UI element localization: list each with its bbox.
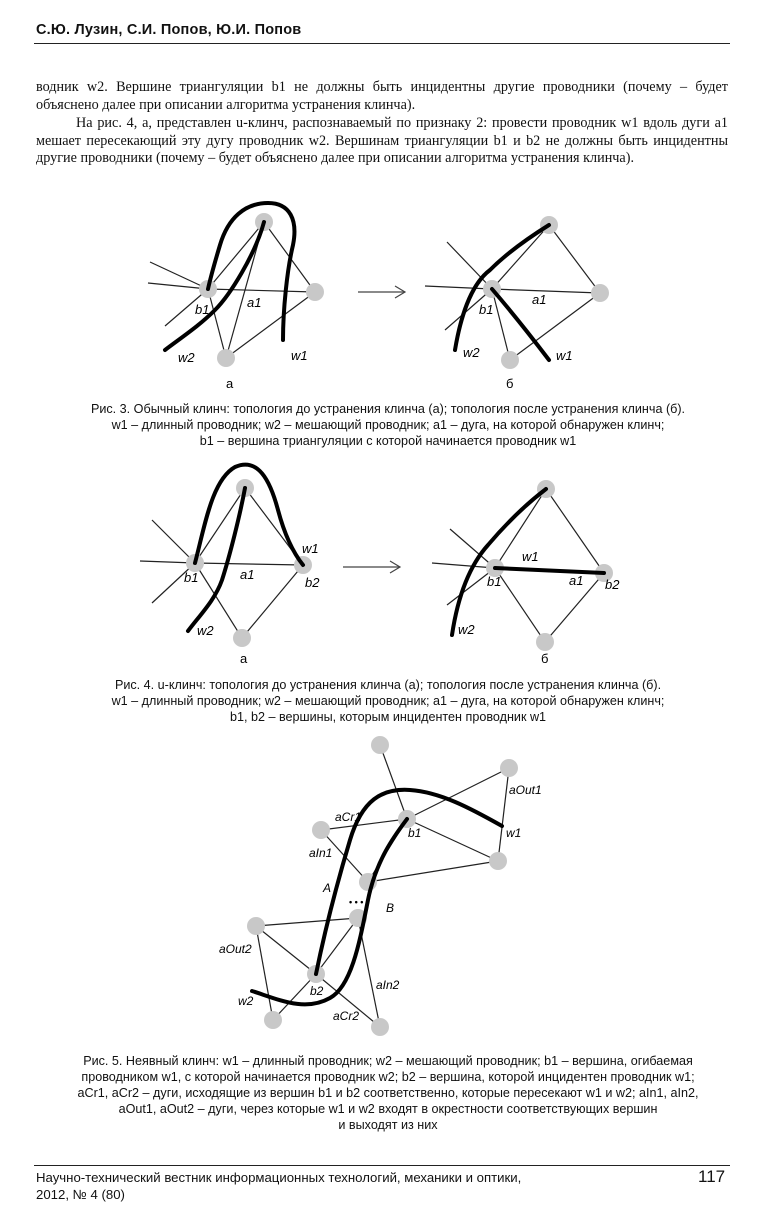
fig4b-label-w2: w2 (458, 622, 475, 637)
fig4a-panel-label: а (240, 651, 248, 666)
fig5-label-aOut1: aOut1 (509, 783, 542, 797)
fig5-label-B: B (386, 901, 395, 915)
figure-4-caption-line-2: w1 – длинный проводник; w2 – мешающий проводник; a1 – дуга, на которой обнаружен клинч; (111, 694, 665, 708)
fig5-label-dots: • • • (349, 897, 364, 907)
figure-4-caption-line-3: b1, b2 – вершины, которым инцидентен проводник w1 (229, 710, 547, 724)
figure-3-caption-line-2: w1 – длинный проводник; w2 – мешающий проводник; a1 – дуга, на которой обнаружен клинч; (111, 418, 665, 432)
fig5-label-w2: w2 (238, 994, 254, 1008)
fig4b-label-b1: b1 (487, 574, 502, 589)
page-number: 117 (698, 1167, 726, 1186)
fig4a-label-w1: w1 (302, 541, 319, 556)
fig3a-label-a1: a1 (247, 295, 262, 310)
figure-5-caption-line-2: проводником w1, с которой начинается проводник w2; b2 – вершина, которой инцидентен проводник w1; (81, 1070, 695, 1084)
footer-journal-line-2: 2012, № 4 (80) (36, 1186, 125, 1202)
fig3-panel-b (425, 225, 600, 360)
fig3-arrow (358, 286, 405, 298)
figure-5-caption-line-3: aCr1, aCr2 – дуги, исходящие из вершин b1 и b2 соответственно, которые пересекают w1 и w2; aIn1, aIn2, (77, 1086, 699, 1100)
fig4b-nodes (486, 480, 613, 651)
figure-5-caption-line-1: Рис. 5. Неявный клинч: w1 – длинный проводник; w2 – мешающий проводник; b1 – вершина, огибаемая (83, 1054, 693, 1068)
footer-rule (34, 1165, 730, 1166)
figure-5-caption-line-4: aOut1, aOut2 – дуги, через которые w1 и w2 входят в окрестности соответствующих вершин (118, 1102, 658, 1116)
fig5-label-b2: b2 (310, 984, 324, 998)
figure-5-caption-line-5: и выходят из них (338, 1118, 438, 1132)
running-header-authors: С.Ю. Лузин, С.И. Попов, Ю.И. Попов (36, 22, 302, 38)
fig4a-label-b2: b2 (305, 575, 320, 590)
fig4b-label-a1: a1 (569, 573, 584, 588)
fig4b-label-b2: b2 (605, 577, 620, 592)
fig4b-panel-label: б (541, 651, 549, 666)
fig3a-label-b1: b1 (195, 302, 210, 317)
fig4a-label-w2: w2 (197, 623, 214, 638)
fig5-label-aCr1: aCr1 (335, 810, 362, 824)
fig5-label-aOut2: aOut2 (219, 942, 252, 956)
footer-journal-line-1: Научно-технический вестник информационных технологий, механики и оптики, (36, 1170, 522, 1185)
fig3b-panel-label: б (506, 376, 514, 391)
fig4a-label-a1: a1 (240, 567, 255, 582)
fig3b-label-a1: a1 (532, 292, 547, 307)
figure-5-diagram (0, 730, 776, 1030)
fig5-label-A: A (323, 881, 332, 895)
fig5-label-aCr2: aCr2 (333, 1009, 360, 1023)
fig4b-label-w1: w1 (522, 549, 539, 564)
fig3a-panel-label: а (226, 376, 234, 391)
fig5-label-b1: b1 (408, 826, 422, 840)
paragraph-1: водник w2. Вершине триангуляции b1 не должны быть инцидентны другие проводники (почему – будет объяснено далее при описании алгоритма устранения клинча). (36, 79, 728, 113)
fig3b-label-w2: w2 (463, 345, 480, 360)
fig3a-label-w2: w2 (178, 350, 195, 365)
figure-3-caption-line-3: b1 – вершина триангуляции с которой начинается проводник w1 (199, 434, 577, 448)
paragraph-2: На рис. 4, а, представлен u-клинч, распознаваемый по признаку 2: провести проводник w1 вдоль дуги a1 мешает пересекающий эту дугу проводник w2. Вершинам триангуляции b1 и b2 не должны быть инцидентны другие проводники (почему – будет объяснено далее при описании алгоритма устранения клинча). (36, 115, 728, 167)
figure-4-diagram (0, 455, 776, 670)
fig3b-label-b1: b1 (479, 302, 494, 317)
fig3a-label-w1: w1 (291, 348, 308, 363)
fig4a-label-b1: b1 (184, 570, 199, 585)
fig5-label-aIn1: aIn1 (309, 846, 333, 860)
fig5-label-aIn2: aIn2 (376, 978, 400, 992)
fig4a-wire-w1 (195, 465, 303, 565)
fig3b-label-w1: w1 (556, 348, 573, 363)
fig4-arrow (343, 561, 400, 573)
figure-3-diagram (0, 200, 776, 400)
fig5-label-w1: w1 (506, 826, 522, 840)
footer-journal (36, 1170, 521, 1203)
figure-4-caption-line-1: Рис. 4. u-клинч: топология до устранения клинча (а); топология после устранения клинча (б). (114, 678, 662, 692)
header-rule (34, 43, 730, 44)
figure-3-caption-line-1: Рис. 3. Обычный клинч: топология до устранения клинча (а); топология после устранения клинча (б). (90, 402, 686, 416)
fig4b-wire-w1 (495, 568, 604, 573)
fig3a-wire-w1 (208, 203, 294, 340)
